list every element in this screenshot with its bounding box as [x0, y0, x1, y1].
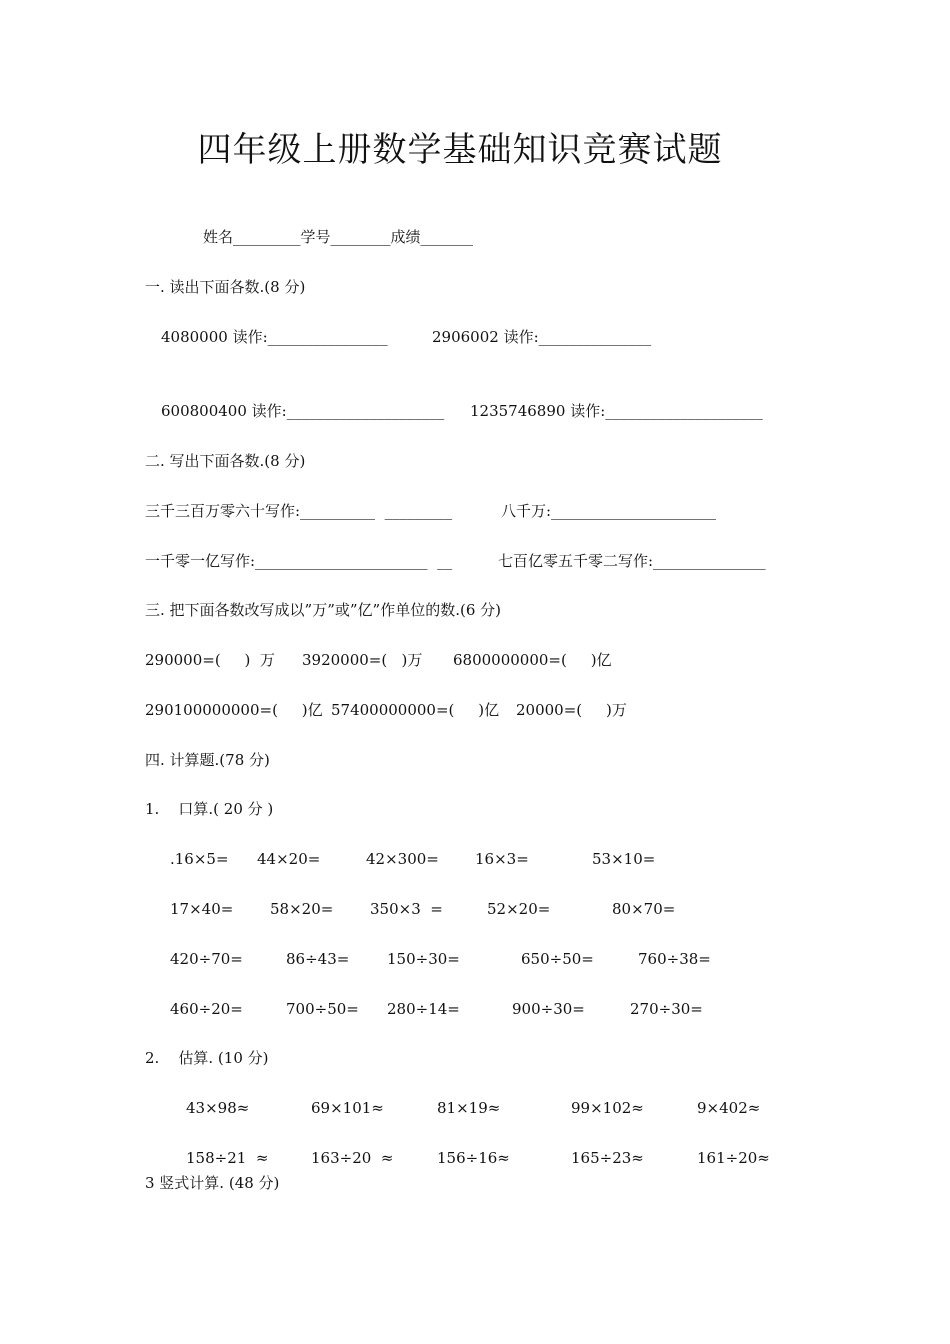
write-number-item: 三千三百万零六十写作:__________ _________ — [145, 502, 453, 520]
read-number-item: 4080000 读作:________________ — [161, 328, 388, 346]
write-number-item: 七百亿零五千零二写作:_______________ — [498, 552, 766, 570]
estimation-item: 156÷16≈ — [437, 1149, 510, 1167]
section-1-heading: 一. 读出下面各数.(8 分) — [145, 278, 306, 296]
estimation-heading: 2. 估算. (10 分) — [145, 1049, 269, 1067]
mental-math-item: 16×3= — [475, 850, 529, 868]
page-title: 四年级上册数学基础知识竞赛试题 — [197, 130, 723, 170]
write-number-item: 一千零一亿写作:_______________________ __ — [145, 552, 453, 570]
mental-math-item: 80×70= — [612, 900, 676, 918]
mental-math-item: 350×3 = — [370, 900, 443, 918]
convert-unit-item: 290000=( ) 万 — [145, 651, 275, 669]
mental-math-item: .16×5= — [170, 850, 229, 868]
mental-math-item: 42×300= — [366, 850, 439, 868]
write-number-item: 八千万:______________________ — [501, 502, 717, 520]
mental-math-item: 52×20= — [487, 900, 551, 918]
mental-math-item: 86÷43= — [286, 950, 350, 968]
estimation-item: 69×101≈ — [311, 1099, 384, 1117]
convert-unit-item: 3920000=( )万 — [302, 651, 423, 669]
estimation-item: 43×98≈ — [186, 1099, 250, 1117]
read-number-item: 600800400 读作:_____________________ — [161, 402, 445, 420]
mental-math-item: 280÷14= — [387, 1000, 460, 1018]
convert-unit-item: 290100000000=( )亿 — [145, 701, 323, 719]
mental-math-item: 270÷30= — [630, 1000, 703, 1018]
estimation-item: 161÷20≈ — [697, 1149, 770, 1167]
section-4-heading: 四. 计算题.(78 分) — [145, 751, 270, 769]
mental-math-item: 420÷70= — [170, 950, 243, 968]
convert-unit-item: 6800000000=( )亿 — [453, 651, 612, 669]
mental-math-item: 58×20= — [270, 900, 334, 918]
estimation-item: 158÷21 ≈ — [186, 1149, 269, 1167]
estimation-item: 165÷23≈ — [571, 1149, 644, 1167]
section-2-heading: 二. 写出下面各数.(8 分) — [145, 452, 306, 470]
convert-unit-item: 20000=( )万 — [516, 701, 627, 719]
mental-math-item: 760÷38= — [638, 950, 711, 968]
mental-math-item: 700÷50= — [286, 1000, 359, 1018]
estimation-item: 163÷20 ≈ — [311, 1149, 394, 1167]
mental-math-item: 650÷50= — [521, 950, 594, 968]
vertical-calc-heading: 3 竖式计算. (48 分) — [145, 1174, 280, 1192]
mental-math-item: 150÷30= — [387, 950, 460, 968]
read-number-item: 1235746890 读作:_____________________ — [470, 402, 763, 420]
estimation-item: 9×402≈ — [697, 1099, 761, 1117]
mental-math-item: 17×40= — [170, 900, 234, 918]
read-number-item: 2906002 读作:_______________ — [432, 328, 652, 346]
mental-math-item: 900÷30= — [512, 1000, 585, 1018]
estimation-item: 99×102≈ — [571, 1099, 644, 1117]
student-info-line: 姓名_________学号________成绩_______ — [203, 228, 474, 246]
mental-math-item: 44×20= — [257, 850, 321, 868]
estimation-item: 81×19≈ — [437, 1099, 501, 1117]
mental-math-item: 53×10= — [592, 850, 656, 868]
convert-unit-item: 57400000000=( )亿 — [331, 701, 500, 719]
section-3-heading: 三. 把下面各数改写成以”万”或”亿”作单位的数.(6 分) — [145, 601, 501, 619]
mental-math-heading: 1. 口算.( 20 分 ) — [145, 800, 274, 818]
mental-math-item: 460÷20= — [170, 1000, 243, 1018]
